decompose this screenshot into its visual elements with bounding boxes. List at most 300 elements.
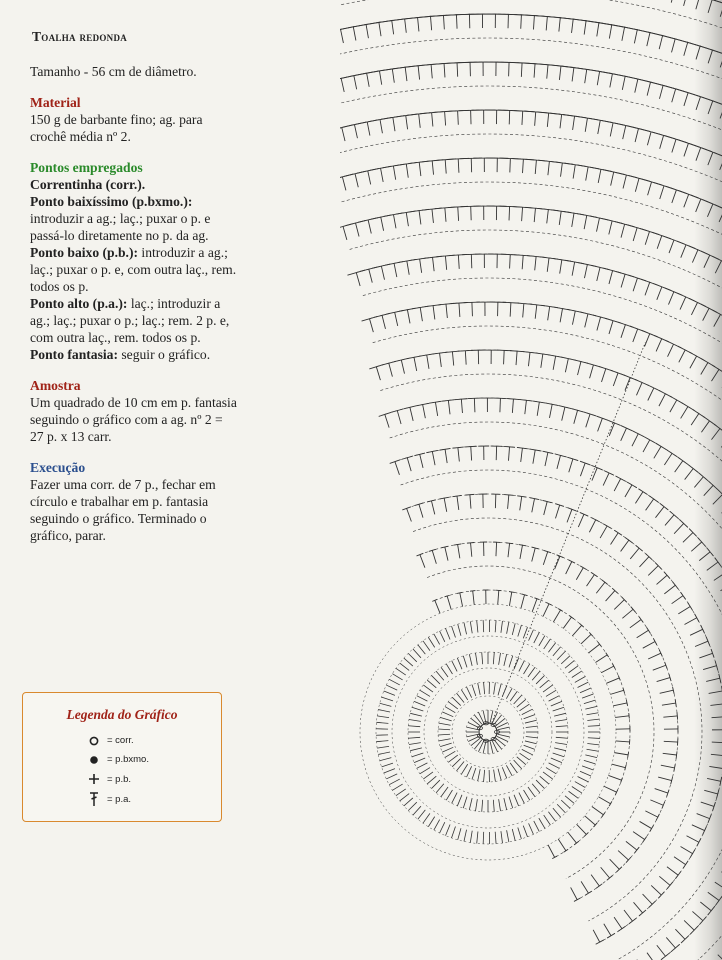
chart-stitch	[469, 654, 472, 666]
chart-stitch	[509, 656, 513, 667]
chart-stitch-top	[713, 101, 722, 110]
chart-stitch	[438, 729, 450, 730]
chart-stitch	[432, 209, 433, 223]
chart-stitch-top	[470, 591, 475, 592]
chart-stitch	[528, 667, 535, 677]
chart-stitch	[559, 18, 560, 32]
chart-stitch	[441, 787, 448, 797]
chart-stitch	[498, 734, 510, 737]
chart-stitch	[377, 716, 389, 718]
chart-stitch	[708, 892, 719, 900]
chart-stitch	[684, 618, 696, 625]
chart-stitch	[636, 382, 642, 395]
chart-stitch-top	[569, 560, 576, 563]
chart-stitch	[654, 446, 661, 458]
chart-stitch	[691, 542, 701, 551]
chart-stitch	[463, 797, 467, 808]
chart-stitch-top	[683, 861, 688, 869]
chart-stitch	[356, 223, 360, 237]
chart-stitch	[534, 632, 539, 643]
chart-stitch-top	[603, 524, 611, 529]
chart-stitch-top	[712, 256, 722, 265]
chart-stitch	[680, 297, 686, 310]
chart-stitch-top	[569, 616, 573, 619]
chart-stitch	[510, 303, 511, 317]
chart-stitch-top	[649, 496, 658, 502]
chart-stitch	[432, 550, 436, 563]
chart-stitch	[540, 680, 549, 688]
chart-stitch	[671, 0, 674, 3]
chart-stitch-top	[660, 503, 669, 510]
chart-stitch	[532, 548, 535, 562]
chart-stitch	[572, 671, 582, 678]
chart-stitch	[684, 42, 688, 55]
chart-stitch	[522, 207, 523, 221]
chart-stitch	[448, 755, 458, 762]
stitch-name: Ponto fantasia:	[30, 347, 118, 362]
execucao-text: Fazer uma corr. de 7 p., fechar em círculo e trabalhar em p. fantasia seguindo o gráfico. Terminado o gráfico, parar.	[30, 477, 216, 543]
chart-stitch	[478, 683, 480, 695]
chart-stitch	[660, 186, 664, 199]
chart-stitch	[456, 693, 464, 702]
chart-stitch	[553, 356, 555, 370]
chart-stitch-top	[591, 573, 597, 577]
chart-stitch	[681, 846, 693, 853]
chart-stitch	[658, 777, 672, 781]
chart-stitch	[355, 174, 358, 188]
chart-stitch-top	[716, 896, 722, 905]
chart-stitch-top	[711, 0, 722, 8]
chart-stitch	[506, 765, 512, 776]
chart-stitch-top	[607, 933, 615, 938]
chart-stitch	[597, 23, 599, 37]
chart-stitch	[545, 452, 548, 466]
chart-stitch	[609, 271, 613, 285]
chart-stitch	[672, 596, 683, 604]
chart-stitch	[585, 69, 587, 83]
chart-stitch	[600, 526, 607, 538]
chart-stitch	[645, 334, 650, 347]
chart-stitch	[446, 304, 447, 318]
chart-stitch	[553, 707, 564, 711]
chart-stitch	[571, 887, 578, 899]
chart-stitch	[535, 256, 536, 270]
chart-stitch	[696, 148, 701, 161]
chart-stitch	[379, 22, 381, 36]
stitch-item	[30, 176, 238, 193]
chart-stitch	[674, 523, 684, 533]
chart-stitch	[610, 859, 620, 869]
chart-stitch-top	[627, 482, 636, 488]
chart-stitch	[510, 158, 511, 172]
chart-stitch	[472, 768, 476, 779]
chart-stitch-top	[340, 78, 341, 84]
chart-stitch	[514, 658, 519, 669]
chart-stitch	[624, 910, 632, 921]
chart-stitch	[569, 666, 579, 673]
chart-stitch	[445, 208, 446, 222]
chart-stitch	[701, 802, 714, 806]
stitch-item	[30, 346, 238, 363]
chart-stitch	[470, 831, 472, 843]
chart-stitch	[502, 686, 507, 697]
chart-stitch	[584, 21, 586, 35]
chart-stitch-top	[574, 898, 580, 901]
chart-round-arc	[413, 518, 702, 921]
amostra-text: Um quadrado de 10 cm em p. fantasia seguindo o gráfico com a ag. nº 2 = 27 p. x 13 carr.	[30, 395, 237, 444]
chart-stitch-top	[604, 471, 614, 476]
chart-round-arc	[340, 0, 722, 960]
chart-stitch	[452, 793, 457, 804]
chart-stitch	[614, 753, 628, 755]
chart-stitch	[514, 760, 522, 769]
chart-stitch	[593, 930, 600, 942]
chart-stitch	[369, 269, 372, 283]
chart-stitch	[417, 763, 428, 768]
chart-stitch-top	[715, 205, 722, 214]
chart-stitch	[473, 591, 475, 605]
chart-stitch	[408, 737, 420, 738]
chart-stitch	[536, 675, 544, 683]
chart-stitch	[457, 658, 462, 669]
chart-stitch	[618, 851, 628, 860]
chart-stitch	[427, 776, 436, 784]
chart-stitch	[625, 377, 630, 390]
chart-round	[438, 682, 538, 782]
stitch-name: Ponto baixo (p.b.):	[30, 245, 139, 260]
chart-stitch	[471, 543, 472, 557]
chart-stitch	[452, 697, 461, 705]
chart-stitch	[395, 312, 398, 326]
chart-stitch	[581, 881, 588, 893]
chart-stitch	[382, 763, 393, 767]
chart-stitch	[420, 454, 423, 468]
chart-stitch	[471, 447, 472, 461]
chart-stitch-top	[671, 944, 679, 951]
chart-stitch	[514, 695, 522, 704]
chart-stitch	[457, 63, 458, 77]
chart-stitch	[657, 575, 668, 584]
chart-stitch	[452, 827, 456, 838]
chart-stitch	[393, 117, 395, 131]
chart-stitch	[567, 509, 572, 522]
chart-stitch	[613, 373, 618, 386]
chart-stitch-top	[707, 548, 714, 557]
chart-stitch	[496, 542, 497, 556]
chart-round-arc	[340, 158, 722, 960]
chart-stitch	[433, 257, 435, 271]
chart-stitch-top	[667, 450, 678, 457]
chart-stitch	[495, 620, 496, 632]
chart-stitch	[443, 15, 444, 29]
chart-stitch	[423, 404, 426, 418]
chart-stitch	[553, 610, 560, 622]
chart-stitch	[548, 161, 549, 175]
chart-stitch	[704, 255, 710, 268]
chart-stitch	[508, 447, 509, 461]
chart-stitch-top	[602, 813, 605, 817]
chart-stitch-top	[659, 390, 672, 397]
chart-stitch	[708, 50, 712, 63]
chart-stitch	[380, 119, 382, 133]
chart-stitch	[663, 753, 677, 755]
chart-stitch	[431, 64, 432, 78]
chart-stitch	[507, 622, 509, 634]
chart-stitch	[341, 29, 344, 43]
legend-item-pa	[87, 791, 131, 807]
chart-stitch	[389, 363, 393, 377]
chart-stitch	[635, 128, 638, 142]
chart-stitch	[668, 292, 673, 305]
chart-stitch	[456, 762, 464, 771]
chart-stitch	[445, 547, 448, 561]
chart-stitch-top	[504, 446, 515, 447]
chart-stitch	[692, 911, 703, 920]
chart-stitch	[640, 821, 652, 828]
chart-stitch	[692, 825, 705, 831]
chart-stitch	[675, 461, 683, 472]
chart-stitch	[643, 894, 653, 904]
chart-stitch	[630, 548, 639, 559]
chart-stitch	[477, 621, 478, 633]
legend-label: = p.b.	[107, 773, 132, 785]
chart-stitch	[469, 798, 472, 810]
chart-stitch	[585, 755, 597, 758]
chart-stitch	[470, 621, 472, 633]
chart-stitch	[445, 707, 455, 713]
chart-stitch	[484, 770, 485, 782]
execucao-section	[30, 459, 238, 544]
chart-stitch	[547, 209, 549, 223]
chart-stitch	[483, 711, 486, 723]
chart-stitch-top	[639, 617, 643, 623]
chart-stitch	[467, 727, 479, 730]
chart-stitch	[384, 691, 395, 695]
chart-stitch	[432, 161, 433, 175]
chart-stitch	[578, 682, 589, 687]
chart-stitch	[457, 496, 459, 510]
chart-stitch	[695, 641, 708, 646]
chart-stitch	[685, 469, 694, 480]
legend-item-corr	[87, 735, 134, 746]
chart-round-arc	[380, 374, 722, 960]
chart-stitch	[576, 568, 583, 580]
chart-stitch	[660, 690, 674, 693]
chart-stitch	[584, 760, 596, 763]
chart-stitch-top	[602, 580, 608, 584]
chart-stitch-top	[656, 443, 667, 450]
chart-stitch	[394, 263, 397, 277]
chart-stitch	[434, 820, 440, 831]
chart-stitch	[504, 798, 507, 810]
chart-stitch	[572, 311, 575, 325]
chart-stitch-top	[701, 625, 705, 633]
chart-stitch	[623, 125, 626, 139]
chart-stitch	[546, 768, 556, 774]
chart-stitch-top	[614, 530, 622, 535]
chart-stitch	[367, 122, 370, 136]
chart-stitch	[672, 39, 676, 53]
chart-stitch	[483, 620, 484, 632]
chart-stitch	[582, 766, 593, 770]
chart-stitch	[493, 652, 494, 664]
execucao-heading: Execução	[30, 460, 86, 475]
chart-stitch	[544, 815, 551, 825]
chart-stitch	[546, 690, 556, 696]
chart-stitch	[368, 171, 371, 185]
chart-stitch	[446, 825, 451, 836]
chart-stitch	[376, 722, 388, 723]
pontos-section	[30, 159, 238, 363]
chart-stitch	[418, 17, 419, 31]
chart-stitch	[458, 544, 460, 558]
chart-stitch	[696, 46, 700, 59]
chart-stitch-top	[458, 350, 473, 351]
chart-round	[452, 696, 524, 768]
chart-stitch	[703, 666, 716, 670]
chart-stitch	[379, 71, 381, 85]
chart-stitch-top	[635, 847, 640, 853]
chart-stitch	[341, 78, 344, 92]
chart-stitch	[708, 152, 713, 165]
chart-stitch-top	[607, 876, 613, 881]
chart-stitch	[621, 325, 625, 338]
chart-stitch	[431, 780, 439, 788]
chart-stitch	[446, 664, 452, 674]
chart-stitch	[459, 303, 460, 317]
chart-stitch	[525, 720, 537, 723]
chart-stitch	[625, 485, 632, 497]
chart-stitch	[498, 727, 510, 730]
chart-stitch	[563, 617, 571, 628]
chart-stitch	[436, 671, 444, 680]
chart-stitch	[460, 593, 463, 607]
chart-stitch	[512, 623, 515, 635]
chart-stitch-top	[623, 375, 637, 380]
chart-stitch-top	[690, 850, 695, 858]
chart-stitch	[551, 758, 562, 763]
chart-stitch	[475, 653, 477, 665]
chart-stitch	[409, 719, 421, 721]
chart-stitch	[417, 696, 428, 701]
chart-stitch-top	[647, 627, 651, 633]
chart-stitch	[661, 765, 675, 768]
chart-stitch	[595, 655, 607, 663]
chart-stitch-top	[455, 399, 468, 400]
chart-stitch	[431, 501, 434, 515]
chart-stitch-top	[611, 370, 625, 375]
chart-stitch	[518, 625, 522, 636]
chart-stitch	[414, 701, 425, 706]
chart-stitch-top	[704, 417, 716, 426]
chart-stitch	[715, 882, 722, 890]
stitch-name: Ponto alto (p.a.):	[30, 296, 128, 311]
chart-stitch	[413, 806, 421, 815]
chart-stitch	[498, 769, 501, 781]
chart-stitch	[621, 428, 627, 441]
chart-stitch	[679, 350, 685, 362]
chart-stitch	[434, 634, 440, 645]
chart-stitch	[536, 780, 544, 788]
chart-stitch	[610, 690, 623, 694]
chart-stitch	[633, 329, 638, 342]
chart-stitch	[561, 800, 570, 808]
chart-stitch-top	[457, 592, 462, 593]
chart-stitch	[657, 678, 670, 682]
chart-stitch	[440, 353, 442, 367]
chart-stitch	[407, 458, 411, 471]
chart-stitch	[574, 410, 578, 423]
chart-round-arc	[390, 422, 722, 960]
stitch-text: seguir o gráfico.	[121, 347, 211, 362]
stitch-item	[30, 295, 238, 346]
chart-stitch	[524, 664, 530, 674]
chart-stitch	[381, 266, 384, 280]
chart-stitch	[393, 166, 395, 180]
chart-stitch	[395, 462, 400, 475]
chart-stitch	[547, 258, 549, 272]
chart-stitch	[386, 685, 397, 690]
chart-stitch	[598, 120, 601, 134]
chart-stitch	[407, 508, 412, 521]
chart-stitch	[506, 688, 512, 699]
chart-stitch	[589, 520, 595, 532]
chart-stitch-top	[629, 713, 630, 718]
chart-stitch-top	[465, 446, 476, 447]
chart-stitch	[549, 763, 560, 768]
chart-stitch	[656, 339, 662, 352]
chart-stitch-top	[695, 614, 699, 622]
chart-stitch	[559, 211, 561, 225]
chart-stitch-top	[592, 518, 600, 522]
chart-stitch	[470, 495, 471, 509]
chart-stitch	[712, 717, 722, 718]
chart-round-arc	[369, 302, 722, 960]
chart-stitch-top	[454, 544, 461, 545]
chart-stitch	[709, 766, 722, 768]
chart-stitch	[441, 667, 448, 677]
chart-stitch	[553, 808, 561, 817]
chart-stitch	[524, 715, 535, 719]
chart-stitch	[547, 113, 548, 127]
chart-stitch	[587, 713, 599, 715]
chart-stitch-top	[706, 637, 709, 645]
chart-stitch	[521, 448, 523, 462]
chart-stitch-top	[465, 494, 474, 495]
chart-round-arc	[340, 182, 722, 960]
chart-stitch	[463, 656, 467, 667]
chart-stitch	[458, 624, 461, 636]
chart-stitch	[380, 758, 392, 761]
chart-stitch-top	[468, 398, 481, 399]
chart-stitch	[684, 920, 694, 930]
chart-stitch	[560, 114, 562, 128]
chart-stitch	[406, 212, 408, 226]
chart-stitch	[674, 857, 686, 865]
chart-stitch	[427, 355, 429, 369]
chart-stitch	[662, 703, 676, 705]
chart-stitch	[510, 763, 517, 773]
chart-stitch	[569, 459, 573, 472]
chart-stitch	[458, 828, 461, 840]
chart-stitch	[623, 175, 626, 189]
chart-stitch	[517, 699, 526, 707]
chart-stitch-top	[676, 751, 677, 758]
chart-round-arc	[340, 0, 722, 960]
chart-stitch	[586, 167, 588, 181]
chart-stitch	[392, 674, 402, 680]
chart-stitch	[569, 791, 579, 798]
